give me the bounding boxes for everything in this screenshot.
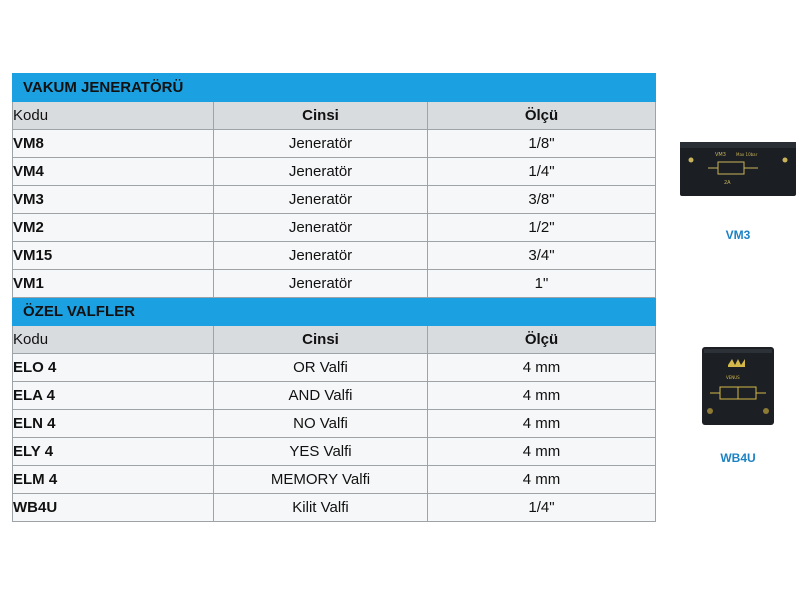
table-row — [13, 242, 656, 270]
table-row — [13, 354, 656, 382]
column-header-row — [13, 326, 656, 354]
table-row — [13, 494, 656, 522]
type-cell: AND Valfi — [214, 382, 428, 410]
size-cell: 3/4" — [428, 242, 656, 270]
table-row — [13, 410, 656, 438]
section-title: ÖZEL VALFLER — [13, 298, 656, 326]
code-cell: ELN 4 — [13, 410, 214, 438]
code-cell: VM1 — [13, 270, 214, 298]
size-cell: 4 mm — [428, 354, 656, 382]
code-cell: ELM 4 — [13, 466, 214, 494]
wb4u-product-image — [700, 345, 776, 427]
column-header: Kodu — [13, 326, 214, 354]
table-row — [13, 186, 656, 214]
code-cell: VM4 — [13, 158, 214, 186]
column-header: Kodu — [13, 102, 214, 130]
table-row — [13, 438, 656, 466]
size-cell: 4 mm — [428, 438, 656, 466]
section-title: VAKUM JENERATÖRÜ — [13, 74, 656, 102]
type-cell: Jeneratör — [214, 270, 428, 298]
type-cell: Jeneratör — [214, 186, 428, 214]
code-cell: VM15 — [13, 242, 214, 270]
size-cell: 1/4" — [428, 494, 656, 522]
type-cell: Jeneratör — [214, 130, 428, 158]
vm3-caption: VM3 — [725, 228, 751, 242]
section-header — [13, 298, 656, 326]
column-header: Cinsi — [214, 102, 428, 130]
size-cell: 4 mm — [428, 382, 656, 410]
size-cell: 4 mm — [428, 410, 656, 438]
size-cell: 4 mm — [428, 466, 656, 494]
code-cell: ELO 4 — [13, 354, 214, 382]
svg-text:VENUS: VENUS — [726, 375, 740, 380]
size-cell: 3/8" — [428, 186, 656, 214]
code-cell: ELY 4 — [13, 438, 214, 466]
product-table — [12, 73, 656, 522]
section-header — [13, 74, 656, 102]
table-row — [13, 130, 656, 158]
table-row — [13, 466, 656, 494]
size-cell: 1/2" — [428, 214, 656, 242]
svg-text:Max 10bar: Max 10bar — [736, 152, 758, 157]
type-cell: Jeneratör — [214, 242, 428, 270]
code-cell: VM8 — [13, 130, 214, 158]
table-row — [13, 270, 656, 298]
code-cell: WB4U — [13, 494, 214, 522]
code-cell: ELA 4 — [13, 382, 214, 410]
type-cell: MEMORY Valfi — [214, 466, 428, 494]
type-cell: Kilit Valfi — [214, 494, 428, 522]
size-cell: 1/8" — [428, 130, 656, 158]
column-header: Cinsi — [214, 326, 428, 354]
column-header-row — [13, 102, 656, 130]
type-cell: YES Valfi — [214, 438, 428, 466]
table-row — [13, 382, 656, 410]
column-header: Ölçü — [428, 326, 656, 354]
type-cell: OR Valfi — [214, 354, 428, 382]
wb4u-caption: WB4U — [720, 451, 756, 465]
type-cell: Jeneratör — [214, 214, 428, 242]
size-cell: 1/4" — [428, 158, 656, 186]
size-cell: 1" — [428, 270, 656, 298]
code-cell: VM3 — [13, 186, 214, 214]
type-cell: NO Valfi — [214, 410, 428, 438]
column-header: Ölçü — [428, 102, 656, 130]
svg-text:2A: 2A — [724, 180, 731, 186]
svg-text:VM3: VM3 — [715, 152, 726, 158]
table-row — [13, 158, 656, 186]
type-cell: Jeneratör — [214, 158, 428, 186]
table-row — [13, 214, 656, 242]
vm3-product-image — [678, 138, 798, 198]
code-cell: VM2 — [13, 214, 214, 242]
